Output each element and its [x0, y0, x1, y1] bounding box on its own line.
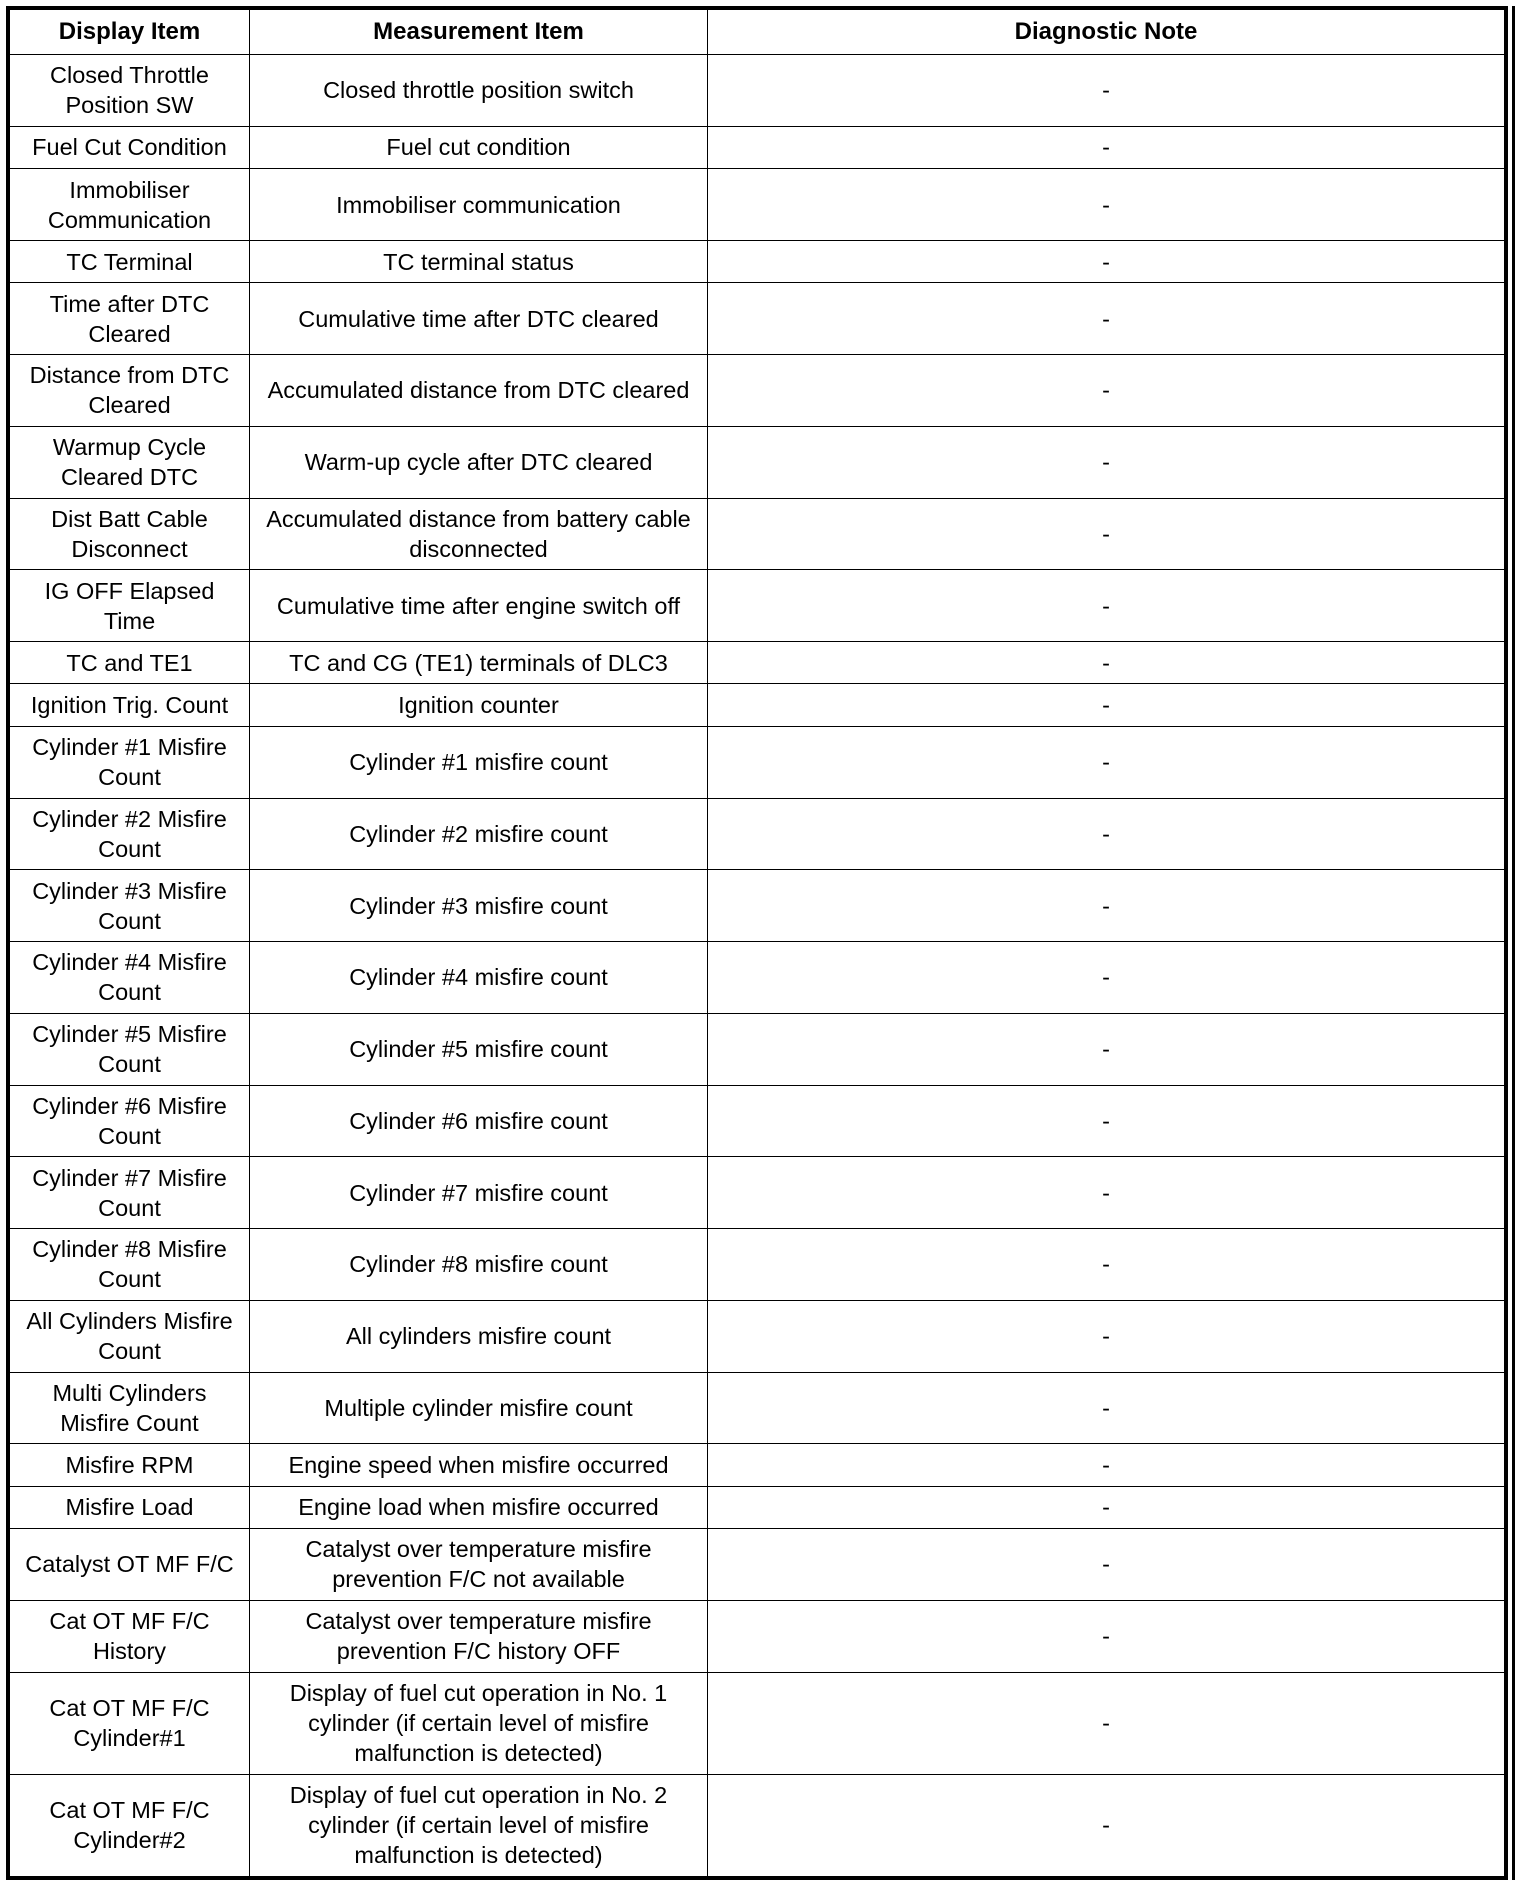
cell-display-item: Catalyst OT MF F/C [10, 1529, 250, 1601]
cell-diagnostic-note: - [708, 1157, 1505, 1229]
cell-display-item: Cylinder #3 Misfire Count [10, 870, 250, 942]
table-row [10, 426, 1505, 498]
header-diagnostic-note: Diagnostic Note [708, 10, 1505, 55]
cell-diagnostic-note: - [708, 570, 1505, 642]
cell-diagnostic-note: - [708, 126, 1505, 168]
table-row [10, 126, 1505, 168]
table-row [10, 570, 1505, 642]
table-row [10, 684, 1505, 726]
cell-diagnostic-note: - [708, 942, 1505, 1014]
cell-measurement-item: Display of fuel cut operation in No. 1 cylinder (if certain level of misfire malfunction is detected) [250, 1672, 708, 1774]
cell-diagnostic-note: - [708, 1229, 1505, 1301]
table-row [10, 726, 1505, 798]
cell-diagnostic-note: - [708, 1486, 1505, 1528]
table-row [10, 1085, 1505, 1157]
table-row [10, 1157, 1505, 1229]
cell-measurement-item: All cylinders misfire count [250, 1300, 708, 1372]
cell-display-item: TC Terminal [10, 240, 250, 282]
cell-display-item: Cylinder #4 Misfire Count [10, 942, 250, 1014]
cell-display-item: Distance from DTC Cleared [10, 355, 250, 427]
cell-measurement-item: Cylinder #2 misfire count [250, 798, 708, 870]
page-edge-shadow [1512, 6, 1515, 1880]
cell-display-item: Closed Throttle Position SW [10, 55, 250, 127]
table-row [10, 942, 1505, 1014]
cell-diagnostic-note: - [708, 870, 1505, 942]
cell-diagnostic-note: - [708, 498, 1505, 570]
table-row [10, 1444, 1505, 1486]
table-row [10, 355, 1505, 427]
table-row [10, 1600, 1505, 1672]
cell-diagnostic-note: - [708, 1672, 1505, 1774]
cell-measurement-item: Catalyst over temperature misfire prevention F/C history OFF [250, 1600, 708, 1672]
cell-measurement-item: Accumulated distance from DTC cleared [250, 355, 708, 427]
table-row [10, 1672, 1505, 1774]
cell-measurement-item: Cylinder #3 misfire count [250, 870, 708, 942]
cell-measurement-item: Fuel cut condition [250, 126, 708, 168]
table-row [10, 55, 1505, 127]
cell-measurement-item: Cumulative time after DTC cleared [250, 283, 708, 355]
cell-diagnostic-note: - [708, 355, 1505, 427]
table-row [10, 1300, 1505, 1372]
cell-measurement-item: Catalyst over temperature misfire prevention F/C not available [250, 1529, 708, 1601]
cell-diagnostic-note: - [708, 240, 1505, 282]
cell-display-item: Multi Cylinders Misfire Count [10, 1372, 250, 1444]
cell-display-item: Fuel Cut Condition [10, 126, 250, 168]
cell-display-item: Cat OT MF F/C Cylinder#2 [10, 1774, 250, 1876]
cell-measurement-item: Multiple cylinder misfire count [250, 1372, 708, 1444]
table-row [10, 1774, 1505, 1876]
header-measurement-item: Measurement Item [250, 10, 708, 55]
cell-diagnostic-note: - [708, 798, 1505, 870]
cell-display-item: TC and TE1 [10, 642, 250, 684]
table-row [10, 870, 1505, 942]
cell-display-item: Cat OT MF F/C Cylinder#1 [10, 1672, 250, 1774]
cell-measurement-item: Cylinder #5 misfire count [250, 1013, 708, 1085]
table-row [10, 642, 1505, 684]
data-list-table [9, 9, 1505, 1877]
cell-measurement-item: Accumulated distance from battery cable disconnected [250, 498, 708, 570]
cell-measurement-item: Warm-up cycle after DTC cleared [250, 426, 708, 498]
cell-diagnostic-note: - [708, 684, 1505, 726]
table-row [10, 1529, 1505, 1601]
cell-measurement-item: Cylinder #4 misfire count [250, 942, 708, 1014]
cell-display-item: Time after DTC Cleared [10, 283, 250, 355]
table-row [10, 1229, 1505, 1301]
cell-diagnostic-note: - [708, 1600, 1505, 1672]
cell-display-item: Cat OT MF F/C History [10, 1600, 250, 1672]
cell-measurement-item: Immobiliser communication [250, 169, 708, 241]
data-list-table-frame [6, 6, 1508, 1880]
header-display-item: Display Item [10, 10, 250, 55]
cell-diagnostic-note: - [708, 169, 1505, 241]
cell-diagnostic-note: - [708, 1013, 1505, 1085]
cell-diagnostic-note: - [708, 283, 1505, 355]
cell-display-item: Cylinder #1 Misfire Count [10, 726, 250, 798]
table-header-row [10, 10, 1505, 55]
cell-measurement-item: Cylinder #8 misfire count [250, 1229, 708, 1301]
cell-display-item: Cylinder #5 Misfire Count [10, 1013, 250, 1085]
cell-diagnostic-note: - [708, 426, 1505, 498]
cell-measurement-item: Engine speed when misfire occurred [250, 1444, 708, 1486]
table-row [10, 498, 1505, 570]
cell-display-item: Cylinder #8 Misfire Count [10, 1229, 250, 1301]
cell-diagnostic-note: - [708, 1444, 1505, 1486]
table-row [10, 1486, 1505, 1528]
cell-measurement-item: Cylinder #1 misfire count [250, 726, 708, 798]
cell-display-item: Misfire RPM [10, 1444, 250, 1486]
cell-diagnostic-note: - [708, 55, 1505, 127]
cell-diagnostic-note: - [708, 1085, 1505, 1157]
table-row [10, 283, 1505, 355]
cell-measurement-item: Cumulative time after engine switch off [250, 570, 708, 642]
cell-display-item: All Cylinders Misfire Count [10, 1300, 250, 1372]
cell-measurement-item: Closed throttle position switch [250, 55, 708, 127]
cell-measurement-item: Display of fuel cut operation in No. 2 cylinder (if certain level of misfire malfunction is detected) [250, 1774, 708, 1876]
cell-display-item: Cylinder #7 Misfire Count [10, 1157, 250, 1229]
table-row [10, 169, 1505, 241]
table-row [10, 240, 1505, 282]
cell-measurement-item: Cylinder #7 misfire count [250, 1157, 708, 1229]
cell-display-item: Cylinder #2 Misfire Count [10, 798, 250, 870]
cell-measurement-item: TC and CG (TE1) terminals of DLC3 [250, 642, 708, 684]
cell-measurement-item: Cylinder #6 misfire count [250, 1085, 708, 1157]
cell-display-item: Misfire Load [10, 1486, 250, 1528]
cell-display-item: Dist Batt Cable Disconnect [10, 498, 250, 570]
table-row [10, 1013, 1505, 1085]
cell-measurement-item: Engine load when misfire occurred [250, 1486, 708, 1528]
cell-measurement-item: TC terminal status [250, 240, 708, 282]
cell-diagnostic-note: - [708, 1774, 1505, 1876]
cell-display-item: IG OFF Elapsed Time [10, 570, 250, 642]
cell-display-item: Ignition Trig. Count [10, 684, 250, 726]
cell-diagnostic-note: - [708, 726, 1505, 798]
table-row [10, 798, 1505, 870]
cell-diagnostic-note: - [708, 1529, 1505, 1601]
cell-display-item: Cylinder #6 Misfire Count [10, 1085, 250, 1157]
cell-measurement-item: Ignition counter [250, 684, 708, 726]
table-row [10, 1372, 1505, 1444]
cell-display-item: Warmup Cycle Cleared DTC [10, 426, 250, 498]
cell-display-item: Immobiliser Communication [10, 169, 250, 241]
cell-diagnostic-note: - [708, 1372, 1505, 1444]
cell-diagnostic-note: - [708, 642, 1505, 684]
cell-diagnostic-note: - [708, 1300, 1505, 1372]
